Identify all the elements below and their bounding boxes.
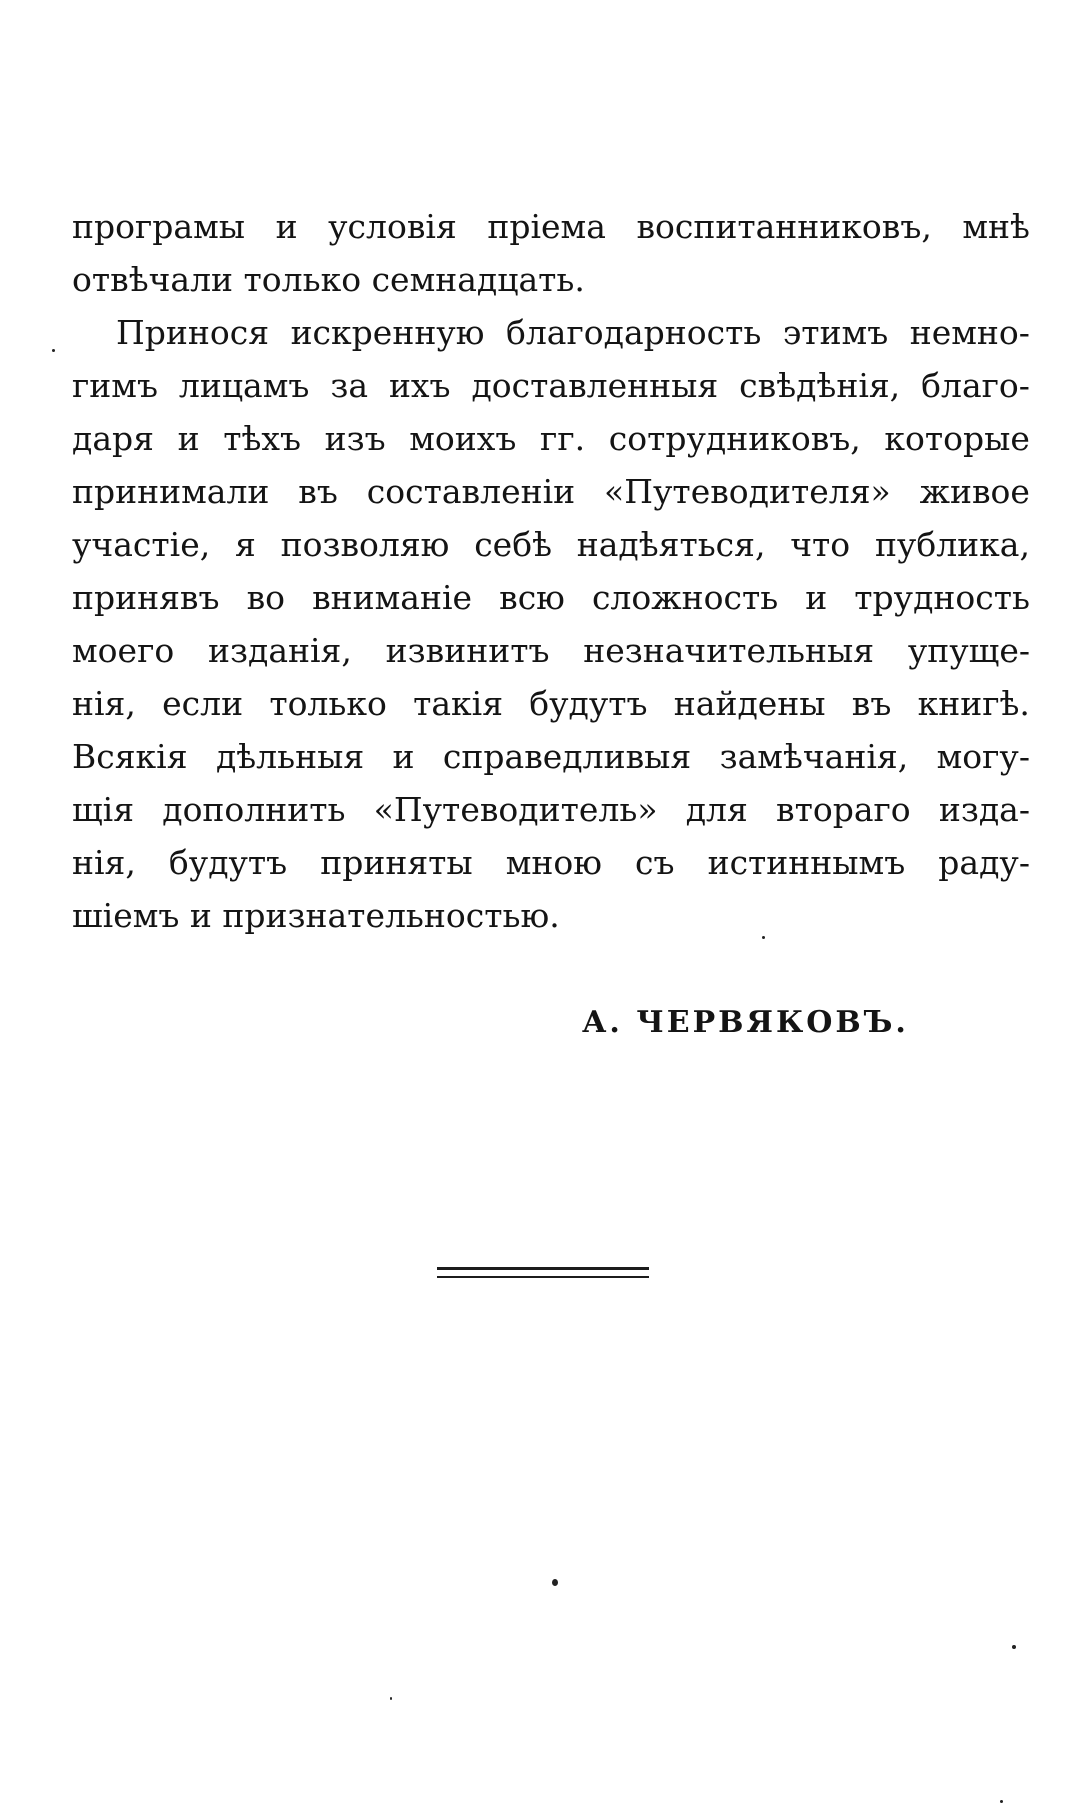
print-speck (390, 1697, 392, 1700)
text-line: гимъ лицамъ за ихъ доставленныя свѣдѣнія, благо- (72, 366, 1030, 405)
text-line: програмы и условія пріема воспитанниковъ, мнѣ (72, 207, 1030, 246)
text-line: даря и тѣхъ изъ моихъ гг. сотрудниковъ, которые (72, 419, 1030, 458)
author-signature: А. ЧЕРВЯКОВЪ. (582, 1005, 909, 1040)
divider-rule-bottom (437, 1276, 649, 1278)
text-line: отвѣчали только семнадцать. (72, 260, 585, 299)
text-line: нія, если только такія будутъ найдены въ книгѣ. (72, 684, 1030, 723)
print-speck (552, 1579, 558, 1586)
print-speck (1000, 1800, 1003, 1803)
body-text (72, 200, 1030, 942)
print-speck (52, 349, 55, 352)
text-line: участіе, я позволяю себѣ надѣяться, что публика, (72, 525, 1030, 564)
text-line: принимали въ составленіи «Путеводителя» живое (72, 472, 1030, 511)
print-speck (1012, 1645, 1016, 1649)
text-line: принявъ во вниманіе всю сложность и трудность (72, 578, 1030, 617)
text-line: моего изданія, извинитъ незначительныя упуще- (72, 631, 1030, 670)
print-speck (762, 936, 765, 939)
text-line: нія, будутъ приняты мною съ истиннымъ раду- (72, 843, 1030, 882)
text-line: Всякія дѣльныя и справедливыя замѣчанія, могу- (72, 737, 1030, 776)
divider-rule-top (437, 1267, 649, 1270)
text-line: Принося искренную благодарность этимъ немно- (116, 313, 1030, 352)
text-line: шіемъ и признательностью. (72, 896, 560, 935)
text-line: щія дополнить «Путеводитель» для втораго изда- (72, 790, 1030, 829)
